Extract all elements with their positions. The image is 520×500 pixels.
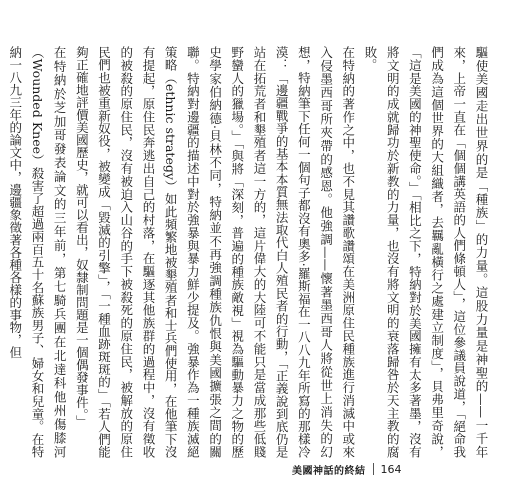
page-footer bbox=[292, 462, 402, 476]
body-text-vertical bbox=[7, 46, 492, 458]
footer-divider bbox=[373, 463, 374, 475]
running-title: 美國神話的終結 bbox=[292, 465, 366, 477]
paragraph-3: 在特納於芝加哥發表論文的三年前，第七騎兵團在北達科他州傷膝河（Wounded Knee）殺害了超過兩百五十名蘇族男子、婦女和兒童。在特納一八九三年的論文中，邊疆象徵著各種各樣的事物，但 bbox=[7, 46, 68, 458]
page-number: 164 bbox=[380, 462, 402, 476]
paragraph-2: 在特納的著作之中，也不見其讚歌讚頌在美洲原住民種族進行消滅中或來入侵墨西哥所夾帶的感恩。他強調——懷著墨西哥人將從世上消失的幻想，特納筆下任何一個句子都沒有奧多·羅斯福在一八八九年所寫的那樣冷漠：「邊疆戰爭的基本本質無法取代白人殖民者的行動，「正義說到底仍是站在拓荒者和墾殖者這一方的，這片偉大的大陸可不能只是當成那些低賤野蠻人的獵場。」「與將「深刻，普遍的種族敵視」視為驅動暴力之物的歷史學家伯納德·貝林不同，特納並不再強調種族仇恨與美國擴張之間的關聯。特納對邊疆的描述中對於強暴與暴力鮮少提及。強暴作為一種族滅絕策略（ethnic strategy）如此頻繁地被墾殖者和士兵們使用，在他筆下沒有提起，原住民奔逃出自己的村落，在驅逐其他族群的過程中，沒有徵收的被殺的原住民，沒有被迫入山谷的手下被殺死的原住民，被解放的原住民們也被重新奴役，被變成「毀滅的引擎」，「一種血跡斑斑的」「若人們能夠正確地評價美國歷史，就可以看出，奴隸制問題是一個偶發事件。」 bbox=[74, 46, 356, 458]
paragraph-1: 驅使美國走出世界的是「種族」的力量。這股力量是神聖的——一千年來，上帝一直在「個個講英語的人們條頓人」，這位參議員說道，「絕命我們成為這個世界的大組織者，去羈亂橫行之處建立制度」，貝弗里奇說，「這是美國的神聖使命。」「相比之下，特納對於美國擁有太多著墨，沒有將文明的成就歸功於新教的力量，也沒有將文明的衰落歸咎於天主教的腐敗。 bbox=[362, 46, 489, 458]
